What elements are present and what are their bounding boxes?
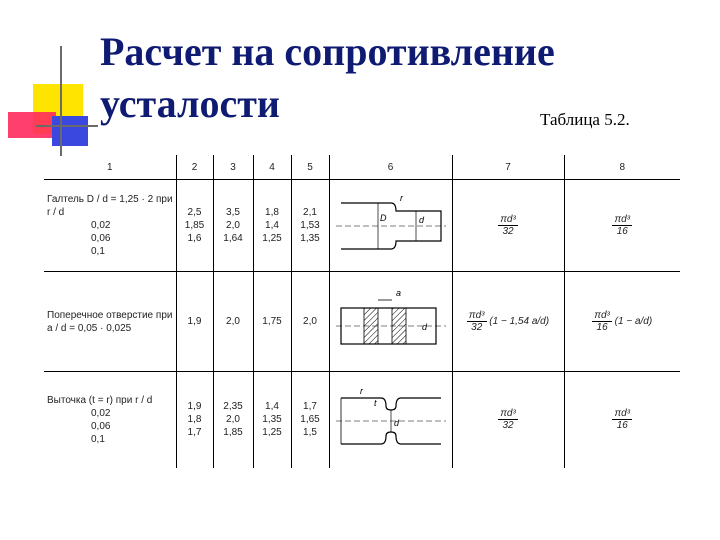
sketch-label: r — [359, 385, 363, 396]
sketch-label: D — [379, 212, 386, 223]
ratio-values: 0,02 0,06 0,1 — [91, 220, 111, 257]
cell-col2: 1,9 1,8 1,7 — [176, 372, 213, 468]
formula-denominator: 32 — [502, 226, 514, 237]
formula-factor: (1 − a/d) — [614, 316, 653, 328]
cell-col3: 2,35 2,0 1,85 — [213, 372, 253, 468]
formula-col8 — [564, 372, 680, 468]
grooved-shaft-icon — [336, 384, 446, 456]
formula-numerator: πd³ — [614, 214, 631, 225]
formula-col7 — [452, 272, 564, 372]
stress-concentration-table — [44, 155, 680, 468]
formula-col7 — [452, 372, 564, 468]
table-row — [44, 272, 680, 372]
sketch-label: a — [395, 287, 401, 298]
formula-col8 — [564, 272, 680, 372]
sketch-label: t — [373, 397, 377, 408]
fillet-sketch — [329, 180, 452, 272]
cell-col5: 1,7 1,65 1,5 — [291, 372, 329, 468]
formula-numerator: πd³ — [468, 310, 485, 321]
col-header: 8 — [564, 155, 680, 180]
sketch-label: d — [393, 417, 399, 428]
table-header-row — [44, 155, 680, 180]
formula-numerator: πd³ — [594, 310, 610, 321]
col-header: 5 — [291, 155, 329, 180]
col-header: 3 — [213, 155, 253, 180]
formula-denominator: 16 — [616, 420, 628, 432]
cell-col5: 2,1 1,53 1,35 — [291, 180, 329, 272]
formula-denominator: 16 — [616, 226, 628, 237]
formula-numerator: πd³ — [614, 408, 631, 420]
row-title: Выточка (t = r) при r / d — [47, 394, 153, 406]
formula-denominator: 32 — [502, 420, 514, 432]
groove-sketch — [329, 372, 452, 468]
slide-title: Расчет на сопротивление усталости — [100, 29, 555, 126]
row-title: Галтель D / d = 1,25 · 2 при r / d — [47, 194, 173, 218]
cell-col2: 2,5 1,85 1,6 — [176, 180, 213, 272]
cell-col4: 1,75 — [253, 272, 291, 372]
formula-denominator: 32 — [471, 322, 483, 333]
cell-col2: 1,9 — [176, 272, 213, 372]
formula-col7 — [452, 180, 564, 272]
row-description — [44, 180, 176, 272]
cell-col5: 2,0 — [291, 272, 329, 372]
sketch-label: d — [418, 214, 424, 225]
decor-vertical-line — [60, 46, 62, 156]
col-header: 2 — [176, 155, 213, 180]
formula-numerator: πd³ — [500, 214, 516, 225]
table-row — [44, 180, 680, 272]
sketch-label: r — [399, 192, 403, 203]
cell-col3: 3,5 2,0 1,64 — [213, 180, 253, 272]
row-description — [44, 372, 176, 468]
row-title: Поперечное отверстие при a / d = 0,05 · 0,025 — [47, 309, 173, 334]
cross-hole-shaft-icon — [336, 286, 446, 358]
col-header: 1 — [44, 155, 176, 180]
cell-col3: 2,0 — [213, 272, 253, 372]
fillet-shaft-icon — [336, 191, 446, 261]
ratio-values: 0,02 0,06 0,1 — [91, 407, 111, 445]
decor-blue-square — [52, 116, 88, 146]
cell-col4: 1,4 1,35 1,25 — [253, 372, 291, 468]
col-header: 6 — [329, 155, 452, 180]
formula-denominator: 16 — [596, 322, 608, 333]
sketch-label: d — [421, 321, 427, 332]
formula-numerator: πd³ — [500, 408, 516, 420]
formula-col8 — [564, 180, 680, 272]
col-header: 4 — [253, 155, 291, 180]
col-header: 7 — [452, 155, 564, 180]
cell-col4: 1,8 1,4 1,25 — [253, 180, 291, 272]
row-description — [44, 272, 176, 372]
table-row — [44, 372, 680, 468]
hole-sketch — [329, 272, 452, 372]
formula-factor: (1 − 1,54 a/d) — [489, 316, 550, 328]
table-caption: Таблица 5.2. — [540, 110, 630, 129]
decor-horizontal-line — [36, 125, 98, 127]
